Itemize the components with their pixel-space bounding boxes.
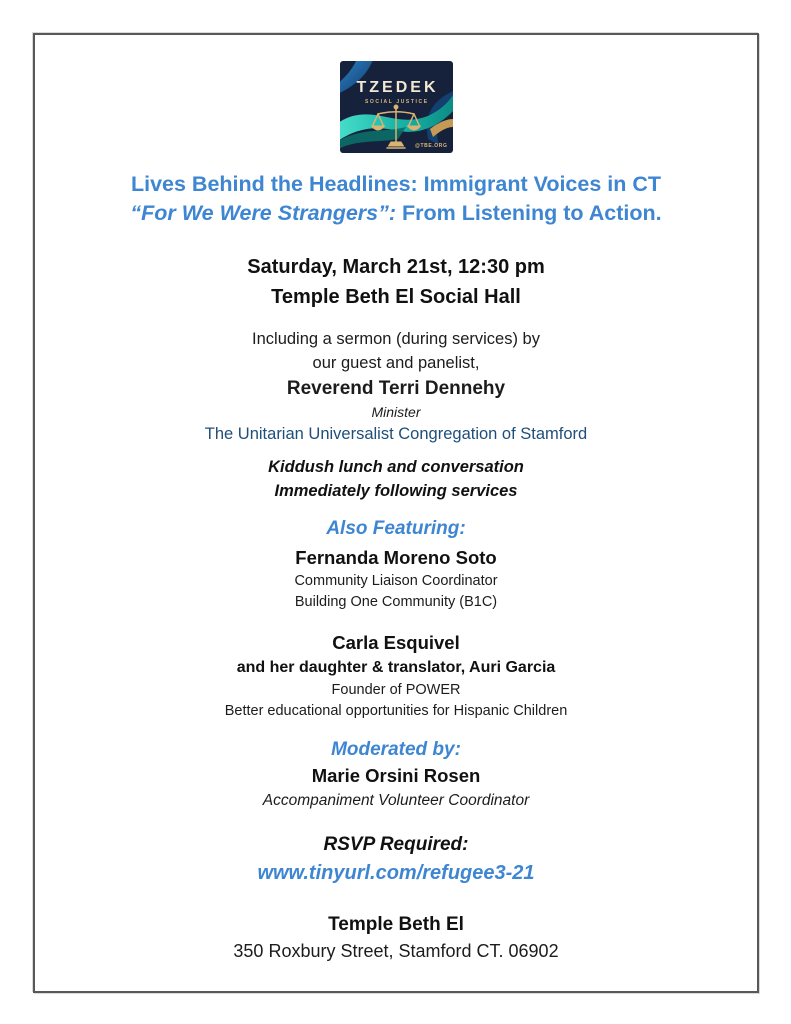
event-title-line2-rest: From Listening to Action.	[396, 201, 662, 225]
panelist-organization: Building One Community (B1C)	[294, 594, 498, 610]
moderator-block	[35, 737, 757, 812]
event-title	[45, 170, 747, 228]
event-datetime-block	[35, 252, 757, 312]
logo-handle-text: @TBE.ORG	[415, 143, 448, 149]
lunch-note	[35, 455, 757, 503]
speaker-name: Reverend Terri Dennehy	[286, 378, 506, 399]
panelist-name: Carla Esquivel	[332, 632, 460, 653]
venue-footer	[35, 911, 757, 964]
speaker-organization: The Unitarian Universalist Congregation of Stamford	[204, 425, 588, 443]
rsvp-block	[35, 831, 757, 888]
panelist-name: Fernanda Moreno Soto	[295, 547, 497, 568]
event-title-line2	[45, 199, 747, 228]
speaker-title: Minister	[371, 404, 421, 420]
logo-subtitle: SOCIAL JUSTICE	[364, 99, 429, 105]
event-date-time: Saturday, March 21st, 12:30 pm	[247, 256, 545, 278]
panelist-role: Community Liaison Coordinator	[294, 573, 498, 589]
also-featuring-heading: Also Featuring:	[326, 518, 466, 539]
rsvp-label: RSVP Required:	[323, 834, 469, 855]
scales-of-justice-icon	[371, 104, 421, 150]
lunch-line1: Kiddush lunch and conversation	[268, 458, 524, 476]
event-venue-hall: Temple Beth El Social Hall	[271, 286, 521, 308]
lunch-line2: Immediately following services	[274, 482, 518, 500]
tzedek-logo	[340, 61, 453, 153]
event-title-line1: Lives Behind the Headlines: Immigrant Voices in CT	[130, 172, 662, 196]
event-title-quote: “For We Were Strangers”:	[130, 201, 397, 225]
moderated-by-heading: Moderated by:	[331, 739, 461, 760]
panelist-subname: and her daughter & translator, Auri Garcia	[236, 659, 556, 676]
sermon-line2: our guest and panelist,	[312, 354, 480, 372]
sermon-block	[35, 327, 757, 446]
moderator-title: Accompaniment Volunteer Coordinator	[262, 792, 530, 809]
rsvp-url-link[interactable]: www.tinyurl.com/refugee3-21	[257, 862, 535, 884]
panelist-role: Founder of POWER	[331, 682, 461, 698]
logo-wordmark: TZEDEK	[356, 79, 439, 96]
page-border-frame	[33, 33, 759, 993]
panelist-fernanda	[35, 545, 757, 613]
venue-address: 350 Roxbury Street, Stamford CT. 06902	[233, 941, 559, 961]
panelist-organization: Better educational opportunities for Hispanic Children	[224, 703, 568, 719]
panelist-carla	[35, 630, 757, 722]
sermon-line1: Including a sermon (during services) by	[252, 330, 540, 348]
venue-name: Temple Beth El	[328, 914, 464, 935]
moderator-name: Marie Orsini Rosen	[311, 765, 481, 786]
